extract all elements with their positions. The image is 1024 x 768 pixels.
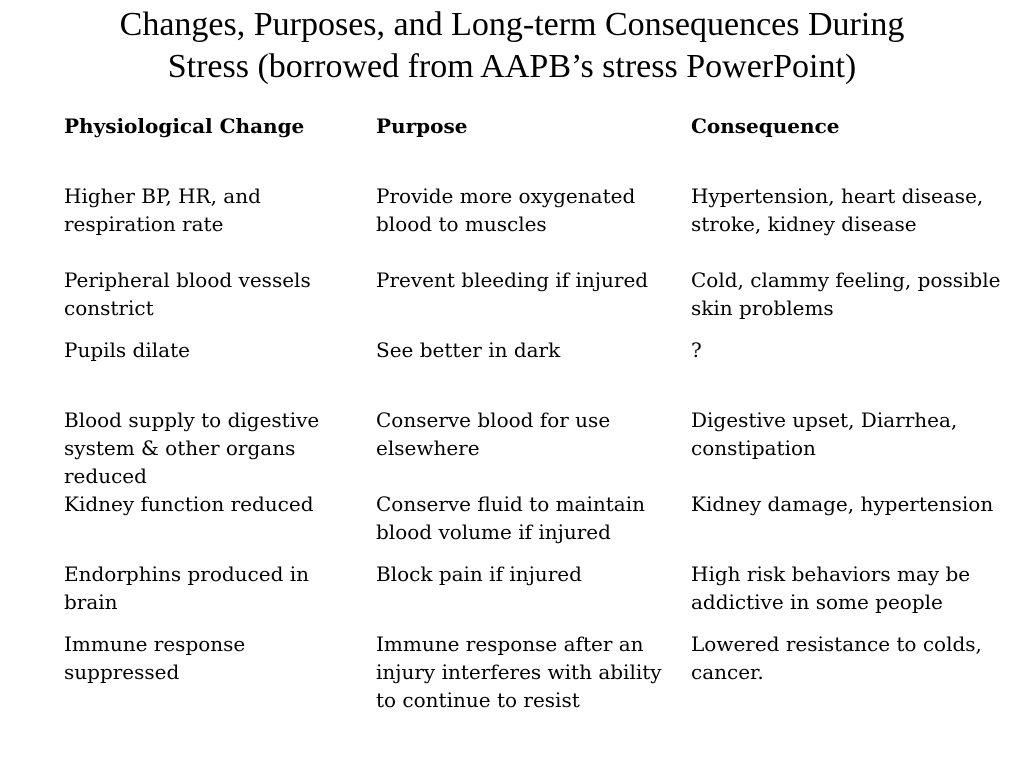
header-physiological-change: Physiological Change xyxy=(64,114,305,138)
header-consequence: Consequence xyxy=(691,114,840,138)
cell-purpose: Block pain if injured xyxy=(376,562,582,586)
cell-change: Peripheral blood vessels constrict xyxy=(64,268,311,320)
cell-consequence: Digestive upset, Diarrhea, constipation xyxy=(691,408,958,460)
cell-change: Higher BP, HR, and respiration rate xyxy=(64,184,261,236)
cell-change: Blood supply to digestive system & other organs reduced xyxy=(64,408,320,488)
cell-consequence: Hypertension, heart disease, stroke, kidney disease xyxy=(691,184,984,236)
cell-purpose: Conserve fluid to maintain blood volume if injured xyxy=(376,492,645,544)
header-purpose: Purpose xyxy=(376,114,468,138)
cell-consequence: High risk behaviors may be addictive in some people xyxy=(691,562,971,614)
cell-purpose: Conserve blood for use elsewhere xyxy=(376,408,611,460)
cell-change: Immune response suppressed xyxy=(64,632,246,684)
cell-purpose: Provide more oxygenated blood to muscles xyxy=(376,184,636,236)
title-line-2: Stress (borrowed from AAPB’s stress PowerPoint) xyxy=(167,48,857,85)
cell-change: Endorphins produced in brain xyxy=(64,562,310,614)
cell-consequence: ? xyxy=(691,338,702,362)
cell-purpose: Immune response after an injury interferes with ability to continue to resist xyxy=(376,632,662,712)
title-line-1: Changes, Purposes, and Long-term Consequences During xyxy=(119,6,905,43)
cell-purpose: See better in dark xyxy=(376,338,561,362)
cell-consequence: Kidney damage, hypertension xyxy=(691,492,994,516)
cell-change: Pupils dilate xyxy=(64,338,190,362)
cell-change: Kidney function reduced xyxy=(64,492,314,516)
cell-purpose: Prevent bleeding if injured xyxy=(376,268,649,292)
cell-consequence: Cold, clammy feeling, possible skin problems xyxy=(691,268,1001,320)
cell-consequence: Lowered resistance to colds, cancer. xyxy=(691,632,982,684)
slide-title xyxy=(0,4,1024,88)
